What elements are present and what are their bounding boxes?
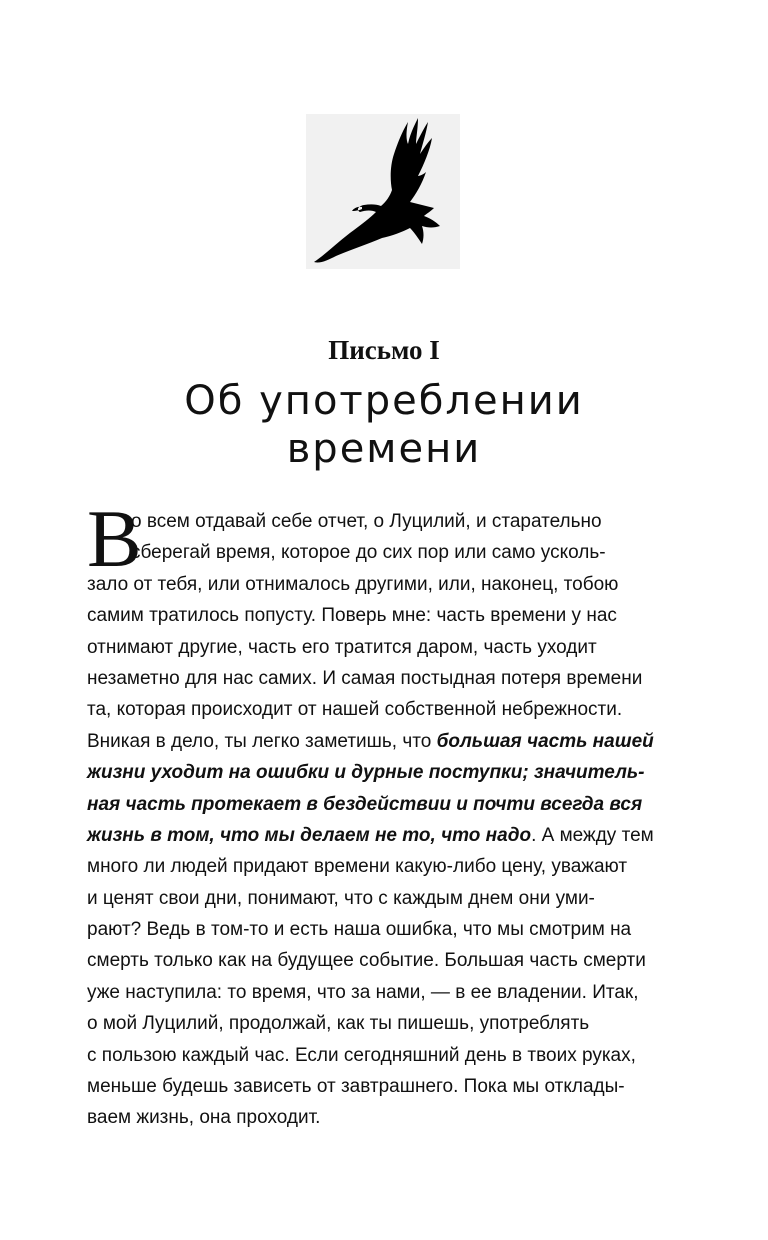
eagle-icon (306, 114, 460, 269)
emphasis-text: жизнь в том, что мы делаем не то, что надо (87, 824, 532, 846)
chapter-title-line: времени (286, 426, 482, 472)
eagle-illustration (306, 114, 460, 269)
text-line (87, 820, 687, 851)
emphasis-text: большая часть нашей (436, 730, 654, 752)
text-line: незаметно для нас самих. И самая постыдная потеря времени (87, 667, 643, 689)
chapter-title-line: Об употреблении (184, 378, 584, 424)
text-line: сберегай время, которое до сих пор или само усколь- (131, 542, 606, 564)
text-line: рают? Ведь в том-то и есть наша ошибка, что мы смотрим на (87, 919, 632, 941)
text-line (87, 757, 687, 788)
text-line: та, которая происходит от нашей собственной небрежности. (87, 699, 623, 721)
letter-number: Письмо I (328, 335, 440, 365)
chapter-title (0, 377, 768, 473)
text-line: меньше будешь зависеть от завтрашнего. Пока мы отклады- (87, 1076, 625, 1098)
text-line: о всем отдавай себе отчет, о Луцилий, и старательно (131, 511, 602, 532)
text-line: и ценят свои дни, понимают, что с каждым днем они уми- (87, 887, 595, 909)
emphasis-text: жизни уходит на ошибки и дурные поступки; значитель- (87, 762, 645, 784)
plain-text: Вникая в дело, ты легко заметишь, что (87, 730, 437, 752)
text-line: о мой Луцилий, продолжай, как ты пишешь, употреблять (87, 1013, 590, 1035)
text-line: зало от тебя, или отнималось другими, или, наконец, тобою (87, 573, 619, 595)
emphasis-text: ная часть протекает в бездействии и почти всегда вся (87, 793, 643, 815)
text-line (87, 789, 687, 820)
text-line (87, 726, 687, 757)
drop-cap: В (87, 493, 142, 584)
text-line: смерть только как на будущее событие. Большая часть смерти (87, 950, 646, 972)
text-line: уже наступила: то время, что за нами, — в ее владении. Итак, (87, 981, 639, 1003)
text-line: много ли людей придают времени какую-либо цену, уважают (87, 856, 628, 878)
plain-text: . А между тем (531, 824, 654, 846)
text-line: с пользою каждый час. Если сегодняшний день в твоих руках, (87, 1044, 636, 1066)
body-paragraph (87, 506, 687, 1134)
text-line: отнимают другие, часть его тратится даром, часть уходит (87, 636, 597, 658)
text-line: самим тратилось попусту. Поверь мне: часть времени у нас (87, 605, 617, 627)
text-line: ваем жизнь, она проходит. (87, 1107, 321, 1129)
